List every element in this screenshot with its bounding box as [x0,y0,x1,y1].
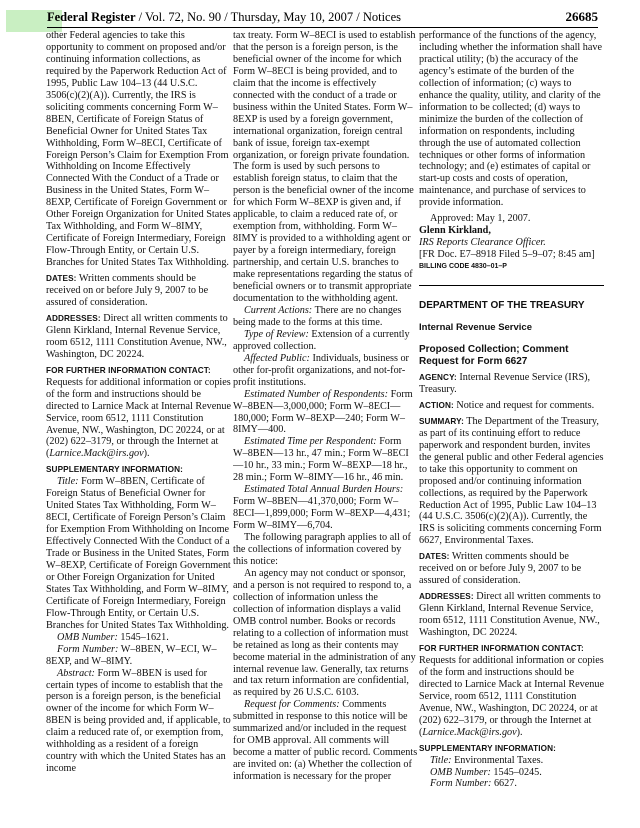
estimated-time: Estimated Time per Respondent: Form W–8BEN—13 hr., 47 min.; Form W–8ECI—10 hr., 33 min.; Form W–8EXP—18 hr., 28 min.; Form W–8IMY—16 hr., 46 min. [233,436,409,484]
addresses-label: ADDRESSES: [46,313,101,323]
request-for-comments: Request for Comments: Comments submitted in response to this notice will be summarized and/or included in the request for OMB approval. All comments will become a matter of public record. Comments are invited on: (a) Whether the collection of information is necessary for the proper [233,699,418,783]
abstract-continued: tax treaty. Form W–8ECI is used to establish that the person is a foreign person, is the beneficial owner of the income for which Form W–8ECI is being provided, and to claim that the income is effectively connected with the conduct of a trade or business within the United States. Form W–8EXP is used by a foreign government, international organization, foreign central bank of issue, foreign tax-exempt organization, or foreign private foundation. The form is used by such persons to establish foreign status, to claim that the person is the beneficial owner of the income for which Form W–8EXP is given and, if applicable, to claim a reduced rate of, or exemption from, withholding. Form W–8IMY is provided to a withholding agent or payer by a foreign intermediary, foreign partnership, and certain U.S. branches to make representations regarding the status of beneficial owners or to transmit appropriate documentation to the withholding agent. [233,30,416,304]
header-rule [47,27,598,28]
supplementary-label: SUPPLEMENTARY INFORMATION: [46,465,183,475]
contact-text-2: Requests for additional information or copies of the form and instructions should be directed to Larnice Mack at Internal Revenue Service, room 6512, 1111 Constitution Avenue, NW., Washington, DC 20224, or at (202) 622–3179, or through the Internet at (Larnice.Mack@irs.gov). [419,654,604,738]
contact-label-2: FOR FURTHER INFORMATION CONTACT: [419,643,584,653]
agency-section: AGENCY: Internal Revenue Service (IRS), Treasury. [419,371,591,395]
current-actions: Current Actions: There are no changes being made to the forms at this time. [233,304,402,328]
dates-section [46,273,231,309]
form-number: Form Number: W–8BEN, W–ECI, W–8EXP, and W–8IMY. [46,643,217,667]
action-section: ACTION: Notice and request for comments. [419,399,595,411]
department-heading: DEPARTMENT OF THE TREASURY [419,300,585,312]
summary-section: SUMMARY: The Department of the Treasury, as part of its continuing effort to reduce paperwork and respondent burden, invites the general public and other Federal agencies to take this opportunity to comment on proposed and/or continuing information collections, as required by the Paperwork Reduction Act of 1995, Public Law 104–13 (44 U.S.C. 3506(c)(2)(A)). Currently, the IRS is soliciting comments concerning Form 6627, Environmental Taxes. [419,415,604,547]
type-of-review: Type of Review: Extension of a currently approved collection. [233,328,410,352]
omb-number: OMB Number: 1545–1621. [57,631,169,643]
estimated-respondents: Estimated Number of Respondents: Form W–8BEN—3,000,000; Form W–8ECI—180,000; Form W–8EXP—240; Form W–8IMY—400. [233,388,413,436]
contact-email-link-2[interactable]: Larnice.Mack@irs.gov [422,726,517,738]
issue-details: / Vol. 72, No. 90 / Thursday, May 10, 2007 / Notices [135,10,402,24]
column-2 [233,30,418,820]
agency-may-paragraph: An agency may not conduct or sponsor, and a person is not required to respond to, a collection of information unless the collection of information displays a valid OMB control number. Books or records relating to a collection of information must be retained as long as their contents may become material in the administration of any internal revenue law. Generally, tax returns and tax return information are confidential, as required by 26 U.S.C. 6103. [233,567,416,699]
running-head [47,10,401,25]
addresses-section [46,313,231,361]
abstract-paragraph: Abstract: Form W–8BEN is used for certain types of income to establish that the person is a foreign person, is the beneficial owner of the income for which Form W–8BEN is being provided and, if applicable, to claim a reduced rate of, or exemption from, withholding as a resident of a foreign country with which the United States has an income [46,667,231,775]
dates-text: Written comments should be received on or before July 9, 2007 to be assured of consideration. [46,273,209,308]
fr-doc-line: [FR Doc. E7–8918 Filed 5–9–07; 8:45 am] [419,249,595,261]
following-paragraph: The following paragraph applies to all of the collections of information covered by this notice: [233,532,411,567]
document-title: Proposed Collection; Comment Request for Form 6627 [419,343,569,367]
dates-label: DATES: [46,274,77,284]
comments-continued: performance of the functions of the agency, including whether the information shall have practical utility; (b) the accuracy of the agency’s estimate of the burden of the collection of information; (c) ways to enhance the quality, utility, and clarity of the information to be collected; (d) ways to minimize the burden of the collection of information on respondents, including through the use of automated collection techniques or other forms of information technology; and (e) estimates of capital or start-up costs and costs of operation, maintenance, and purchase of services to provide information. [419,30,603,209]
column-1 [46,30,231,820]
addresses-text: Direct all written comments to Glenn Kirkland, Internal Revenue Service, room 6512, 1111 Constitution Avenue, NW., Washington, DC 20224. [46,312,228,360]
estimated-burden: Estimated Total Annual Burden Hours: Form W–8BEN—41,370,000; Form W–8ECI—1,899,000; Form W–8EXP—4,431; Form W–8IMY—6,704. [233,484,411,532]
title-paragraph-2: Title: Environmental Taxes. [430,754,544,766]
contact-text: Requests for additional information or copies of the form and instructions should be directed to Larnice Mack at Internal Revenue Service, room 6512, 1111 Constitution Avenue, NW., Washington, DC 20224, or at (202) 622–3179, or through the Internet at (Larnice.Mack@irs.gov). [46,376,231,460]
omb-number-2: OMB Number: 1545–0245. [430,766,542,778]
publication-name: Federal Register [47,10,136,24]
approved-date: Approved: May 1, 2007. [430,213,531,225]
intro-paragraph: other Federal agencies to take this opportunity to comment on proposed and/or continuing information collections, as required by the Paperwork Reduction Act of 1995, Public Law 104–13 (44 U.S.C. 3506(c)(2)(A)). Currently, the IRS is soliciting comments concerning Form W–8BEN, Certificate of Foreign Status of Beneficial Owner for United States Tax Withholding, Form W–8ECI, Certificate of Foreign Person’s Claim for Exemption From Withholding on Income Effectively Connected With the Conduct of a Trade or Business in the United States, Form W–8EXP, Certificate of Foreign Government or Other Foreign Organization for United States Tax Withholding, and Form W–8IMY, Certificate of Foreign Intermediary, Foreign Flow-Through Entity, or Certain U.S. Branches for United States Tax Withholding. [46,30,231,269]
section-divider [419,285,604,286]
billing-code: BILLING CODE 4830–01–P [419,263,507,271]
page-number: 26685 [565,9,598,24]
contact-label: FOR FURTHER INFORMATION CONTACT: [46,365,211,375]
title-paragraph: Title: Form W–8BEN, Certificate of Foreign Status of Beneficial Owner for United States Tax Withholding, Form W–8ECI, Certificate of Foreign Person’s Claim for Exemption From Withholding on Income Effectively Connected With the Conduct of a Trade or Business in the United States, Form W–8EXP, Certificate of Foreign Government or Other Foreign Organization for United States Tax Withholding, and Form W–8IMY, Certificate of Foreign Intermediary, Foreign Flow-Through Entity, or Certain U.S. Branches for United States Tax Withholding. [46,476,231,631]
agency-heading: Internal Revenue Service [419,322,532,334]
affected-public: Affected Public: Individuals, business or other for-profit organizations, and not-for-profit institutions. [233,352,409,388]
signer-title: IRS Reports Clearance Officer. [419,237,546,249]
page-header [47,9,598,25]
addresses-section-2: ADDRESSES: Direct all written comments to Glenn Kirkland, Internal Revenue Service, room 6512, 1111 Constitution Avenue, NW., Washington, DC 20224. [419,591,601,639]
form-number-2: Form Number: 6627. [430,778,517,790]
supplementary-label-2: SUPPLEMENTARY INFORMATION: [419,743,556,753]
dates-section-2: DATES: Written comments should be received on or before July 9, 2007 to be assured of consideration. [419,551,582,587]
signer-name: Glenn Kirkland, [419,225,491,237]
contact-email-link[interactable]: Larnice.Mack@irs.gov [49,448,144,460]
column-3 [419,30,604,820]
